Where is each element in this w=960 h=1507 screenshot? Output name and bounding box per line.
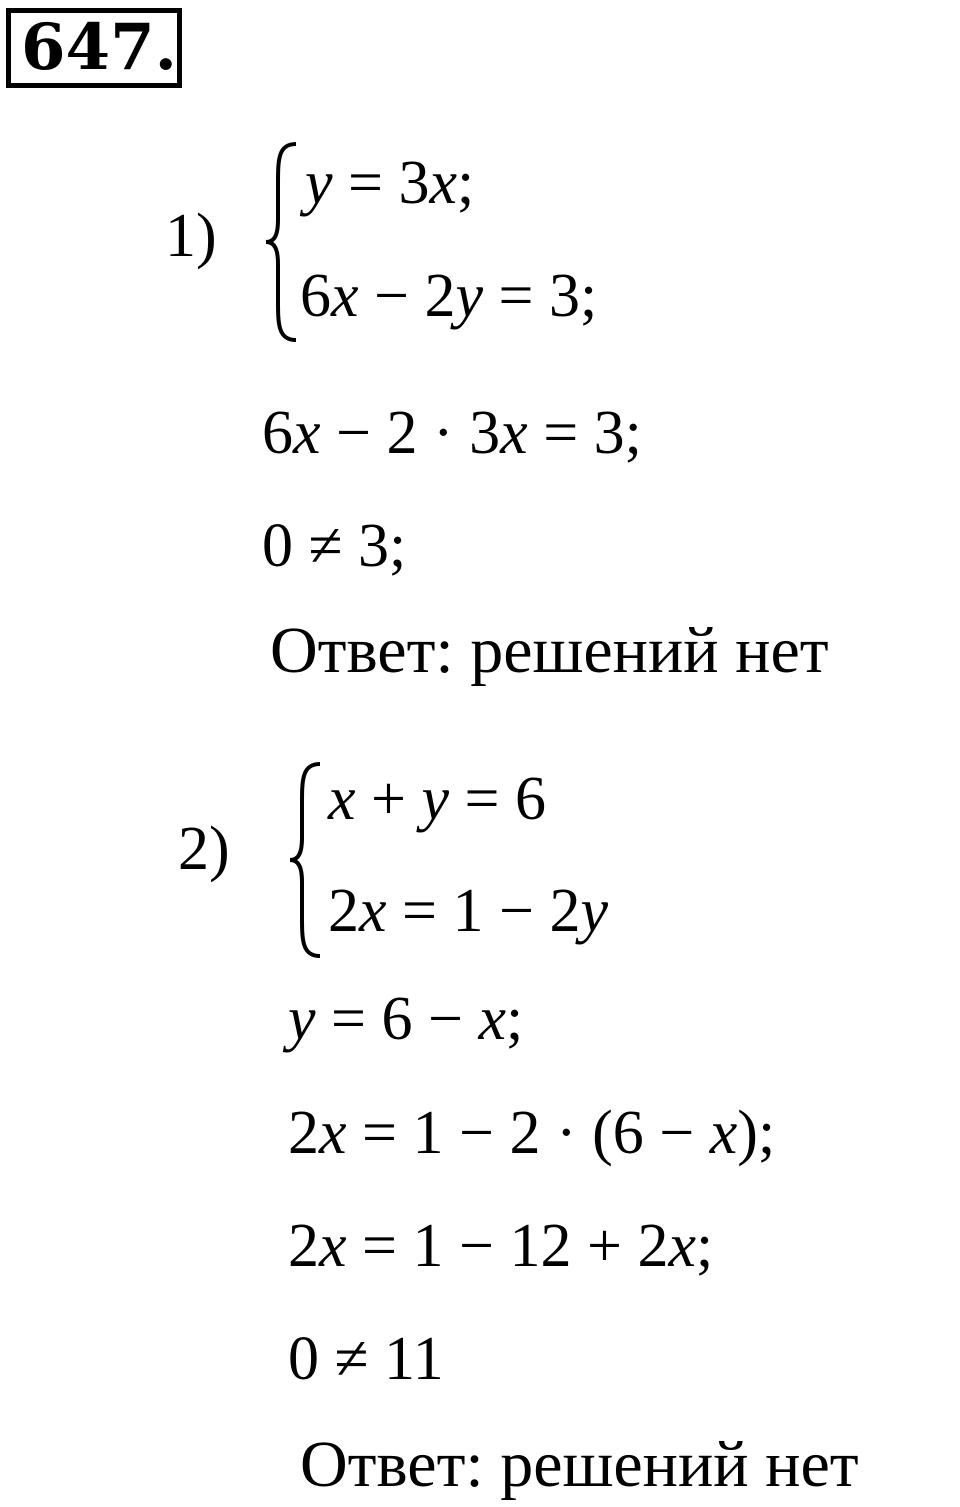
part2-step-4: 0 ≠ 11 xyxy=(288,1325,444,1393)
part1-system-eq1: y = 3x; xyxy=(305,149,475,217)
part2-system-eq1: x + y = 6 xyxy=(328,765,546,833)
part2-step-1: y = 6 − x; xyxy=(288,985,524,1053)
part1-step-1: 6x − 2 · 3x = 3; xyxy=(262,399,642,467)
part1-step-2: 0 ≠ 3; xyxy=(262,512,407,580)
part2-system-eq2: 2x = 1 − 2y xyxy=(328,877,608,945)
part2-label: 2) xyxy=(178,815,230,883)
part2-step-2: 2x = 1 − 2 · (6 − x); xyxy=(288,1099,776,1167)
part2-system-brace xyxy=(286,760,326,960)
part2-answer: Ответ: решений нет xyxy=(300,1428,859,1501)
part2-step-3: 2x = 1 − 12 + 2x; xyxy=(288,1212,714,1280)
problem-number: 647. xyxy=(6,8,182,88)
part1-answer: Ответ: решений нет xyxy=(270,614,829,687)
part1-system-eq2: 6x − 2y = 3; xyxy=(300,262,598,330)
part1-label: 1) xyxy=(165,202,217,270)
part1-system-brace xyxy=(262,140,302,345)
